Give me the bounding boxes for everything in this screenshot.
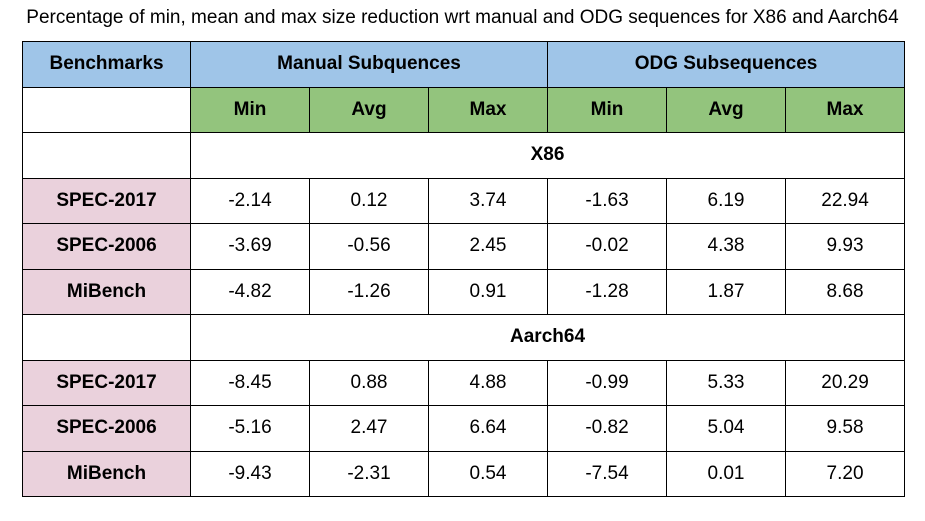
- value-cell: -0.82: [548, 406, 667, 452]
- table-row: [23, 224, 905, 270]
- manual-subsequences-header: Manual Subquences: [191, 42, 548, 88]
- value-cell: 9.58: [786, 406, 905, 452]
- value-cell: 5.33: [667, 360, 786, 406]
- odg-avg-header: Avg: [667, 87, 786, 133]
- subheader-row: [23, 87, 905, 133]
- value-cell: 4.38: [667, 224, 786, 270]
- section-row-aarch64: [23, 315, 905, 361]
- table-row: [23, 178, 905, 224]
- odg-subsequences-header: ODG Subsequences: [548, 42, 905, 88]
- value-cell: 6.64: [429, 406, 548, 452]
- section-empty-cell: [23, 133, 191, 179]
- value-cell: -9.43: [191, 451, 310, 497]
- results-table: [22, 41, 905, 497]
- value-cell: 0.91: [429, 269, 548, 315]
- value-cell: -8.45: [191, 360, 310, 406]
- value-cell: -5.16: [191, 406, 310, 452]
- value-cell: -2.14: [191, 178, 310, 224]
- value-cell: 8.68: [786, 269, 905, 315]
- manual-min-header: Min: [191, 87, 310, 133]
- section-empty-cell: [23, 315, 191, 361]
- table-row: [23, 406, 905, 452]
- section-title-aarch64: Aarch64: [191, 315, 905, 361]
- value-cell: -0.99: [548, 360, 667, 406]
- value-cell: 1.87: [667, 269, 786, 315]
- table-row: [23, 360, 905, 406]
- value-cell: -3.69: [191, 224, 310, 270]
- benchmarks-header: Benchmarks: [23, 42, 191, 88]
- value-cell: 2.47: [310, 406, 429, 452]
- value-cell: 22.94: [786, 178, 905, 224]
- benchmark-name: SPEC-2017: [23, 178, 191, 224]
- value-cell: 3.74: [429, 178, 548, 224]
- value-cell: 5.04: [667, 406, 786, 452]
- table-row: [23, 269, 905, 315]
- value-cell: 6.19: [667, 178, 786, 224]
- benchmark-name: MiBench: [23, 451, 191, 497]
- manual-avg-header: Avg: [310, 87, 429, 133]
- benchmark-name: SPEC-2017: [23, 360, 191, 406]
- odg-max-header: Max: [786, 87, 905, 133]
- value-cell: -1.63: [548, 178, 667, 224]
- section-title-x86: X86: [191, 133, 905, 179]
- value-cell: -2.31: [310, 451, 429, 497]
- value-cell: 7.20: [786, 451, 905, 497]
- benchmark-name: SPEC-2006: [23, 406, 191, 452]
- value-cell: 2.45: [429, 224, 548, 270]
- benchmark-name: MiBench: [23, 269, 191, 315]
- value-cell: 20.29: [786, 360, 905, 406]
- value-cell: -4.82: [191, 269, 310, 315]
- value-cell: 0.01: [667, 451, 786, 497]
- value-cell: -1.26: [310, 269, 429, 315]
- benchmark-name: SPEC-2006: [23, 224, 191, 270]
- value-cell: 9.93: [786, 224, 905, 270]
- odg-min-header: Min: [548, 87, 667, 133]
- subheader-empty-cell: [23, 87, 191, 133]
- table-row: [23, 451, 905, 497]
- value-cell: 0.54: [429, 451, 548, 497]
- section-row-x86: [23, 133, 905, 179]
- value-cell: -1.28: [548, 269, 667, 315]
- value-cell: 0.12: [310, 178, 429, 224]
- value-cell: 4.88: [429, 360, 548, 406]
- header-row: [23, 42, 905, 88]
- value-cell: -0.02: [548, 224, 667, 270]
- value-cell: -7.54: [548, 451, 667, 497]
- value-cell: 0.88: [310, 360, 429, 406]
- manual-max-header: Max: [429, 87, 548, 133]
- value-cell: -0.56: [310, 224, 429, 270]
- table-caption: Percentage of min, mean and max size reduction wrt manual and ODG sequences for X86 and Aarch64: [26, 7, 899, 28]
